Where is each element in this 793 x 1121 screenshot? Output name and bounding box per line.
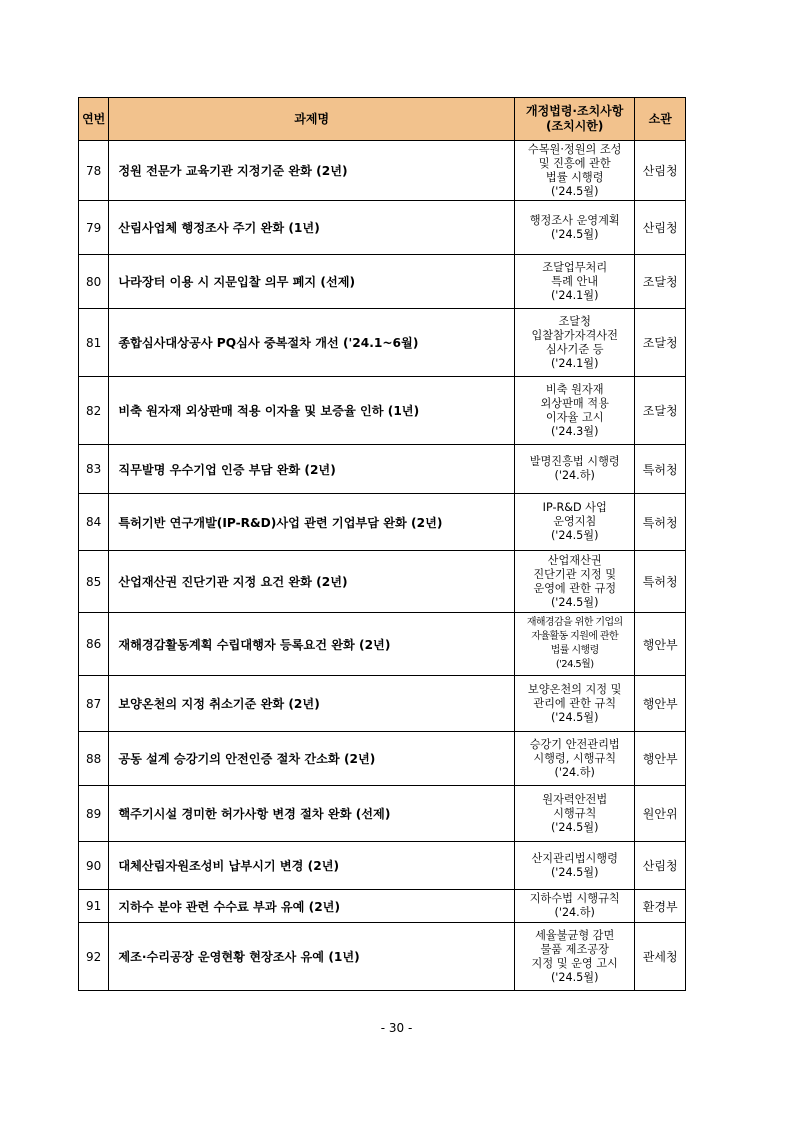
- header-law: [515, 98, 635, 141]
- row-law-line: 법률 시행령: [550, 645, 599, 656]
- row-law-line: 조달업무처리: [542, 260, 608, 274]
- row-title: 비축 원자재 외상판매 적용 이자율 및 보증율 인하 (1년): [109, 377, 515, 445]
- row-law: [515, 923, 635, 991]
- row-law-line: 조달청: [558, 314, 591, 328]
- row-number: 88: [79, 732, 109, 786]
- row-law-line: ('24.5월): [550, 227, 599, 241]
- header-law-line2: (조치시한): [546, 119, 604, 133]
- row-title: 대체산림자원조성비 납부시기 변경 (2년): [109, 842, 515, 890]
- row-law-line: 비축 원자재: [545, 382, 604, 396]
- row-law-line: 및 진흥에 관한: [538, 156, 611, 170]
- row-law-line: 운영지침: [553, 515, 597, 528]
- row-title: 공동 설계 승강기의 안전인증 절차 간소화 (2년): [109, 732, 515, 786]
- row-title: 특허기반 연구개발(IP-R&D)사업 관련 기업부담 완화 (2년): [109, 494, 515, 551]
- row-title: 핵주기시설 경미한 허가사항 변경 절차 완화 (선제): [109, 786, 515, 842]
- header-org: 소관: [635, 98, 686, 141]
- table-row: [79, 445, 686, 494]
- row-org: 조달청: [635, 255, 686, 309]
- row-law: [515, 890, 635, 923]
- row-title: 나라장터 이용 시 지문입찰 의무 폐지 (선제): [109, 255, 515, 309]
- row-law-line: ('24.하): [554, 469, 595, 482]
- row-law: [515, 732, 635, 786]
- table-row: [79, 377, 686, 445]
- header-num: 연번: [79, 98, 109, 141]
- row-number: 84: [79, 494, 109, 551]
- row-title: 정원 전문가 교육기관 지정기준 완화 (2년): [109, 141, 515, 201]
- row-title: 종합심사대상공사 PQ심사 중복절차 개선 ('24.1~6월): [109, 309, 515, 377]
- row-law-line: 운영에 관한 규정: [533, 581, 617, 595]
- row-law-line: ('24.5월): [550, 970, 599, 984]
- row-law-line: 세율불균형 감면: [535, 928, 615, 942]
- row-number: 80: [79, 255, 109, 309]
- row-number: 92: [79, 923, 109, 991]
- row-law-line: ('24.3월): [550, 424, 599, 438]
- row-law: [515, 255, 635, 309]
- row-law-line: 산지관리법시행령: [531, 851, 618, 865]
- table-body: [79, 141, 686, 991]
- row-law: [515, 786, 635, 842]
- table-row: [79, 676, 686, 732]
- row-number: 86: [79, 613, 109, 676]
- row-law: [515, 445, 635, 494]
- regulation-table: [78, 97, 686, 991]
- row-title: 산림사업체 행정조사 주기 완화 (1년): [109, 201, 515, 255]
- table-row: [79, 551, 686, 613]
- row-title: 재해경감활동계획 수립대행자 등록요건 완화 (2년): [109, 613, 515, 676]
- row-org: 조달청: [635, 377, 686, 445]
- row-law: [515, 141, 635, 201]
- row-law-line: 외상판매 적용: [540, 396, 609, 410]
- row-law-line: 시행규칙: [553, 806, 597, 820]
- row-title: 제조·수리공장 운영현황 현장조사 유예 (1년): [109, 923, 515, 991]
- header-law-line1: 개정법령·조치사항: [526, 104, 624, 118]
- row-law-line: 관리에 관한 규칙: [533, 696, 617, 710]
- row-law-line: 진단기관 지정 및: [533, 567, 617, 581]
- row-law-line: 산업재산권: [547, 553, 602, 567]
- row-number: 83: [79, 445, 109, 494]
- table-header-row: [79, 98, 686, 141]
- row-law-line: 이자율 고시: [545, 410, 604, 424]
- row-number: 81: [79, 309, 109, 377]
- row-law-line: 수목원·정원의 조성: [527, 142, 622, 156]
- row-law-line: 시행령, 시행규칙: [533, 751, 617, 765]
- row-title: 지하수 분야 관련 수수료 부과 유예 (2년): [109, 890, 515, 923]
- row-law-line: 물품 제조공장: [540, 942, 609, 956]
- table-row: [79, 141, 686, 201]
- table-row: [79, 494, 686, 551]
- row-number: 91: [79, 890, 109, 923]
- row-number: 79: [79, 201, 109, 255]
- row-law-line: ('24.1월): [550, 288, 599, 302]
- row-number: 87: [79, 676, 109, 732]
- row-law-line: ('24.5월): [555, 659, 594, 670]
- row-law-line: ('24.하): [554, 765, 595, 779]
- row-law-line: ('24.5월): [550, 184, 599, 198]
- row-law-line: IP-R&D 사업: [542, 501, 607, 514]
- row-org: 조달청: [635, 309, 686, 377]
- row-law-line: ('24.5월): [550, 820, 599, 834]
- row-law-line: 원자력안전법: [542, 792, 608, 806]
- row-law-line: 지하수법 시행규칙: [529, 892, 620, 905]
- row-law-line: 발명진흥법 시행령: [529, 455, 620, 468]
- row-org: 행안부: [635, 732, 686, 786]
- row-org: 특허청: [635, 494, 686, 551]
- row-law-line: 자율활동 지원에 관한: [531, 631, 619, 642]
- row-org: 산림청: [635, 842, 686, 890]
- table-row: [79, 842, 686, 890]
- row-law-line: 지정 및 운영 고시: [531, 956, 618, 970]
- row-law: [515, 377, 635, 445]
- table-row: [79, 309, 686, 377]
- row-number: 90: [79, 842, 109, 890]
- row-number: 82: [79, 377, 109, 445]
- row-org: 산림청: [635, 201, 686, 255]
- row-org: 관세청: [635, 923, 686, 991]
- row-title: 산업재산권 진단기관 지정 요건 완화 (2년): [109, 551, 515, 613]
- row-law: [515, 551, 635, 613]
- row-law: [515, 842, 635, 890]
- table-row: [79, 786, 686, 842]
- row-law-line: 입찰참가자격사전: [531, 328, 618, 342]
- row-number: 85: [79, 551, 109, 613]
- table-row: [79, 732, 686, 786]
- row-law: [515, 494, 635, 551]
- row-law-line: 심사기준 등: [545, 342, 604, 356]
- row-law-line: 특례 안내: [551, 274, 599, 288]
- row-number: 78: [79, 141, 109, 201]
- row-law-line: 승강기 안전관리법: [529, 737, 620, 751]
- row-law-line: ('24.5월): [550, 595, 599, 609]
- row-law: [515, 613, 635, 676]
- table-row: [79, 255, 686, 309]
- row-org: 산림청: [635, 141, 686, 201]
- row-law: [515, 201, 635, 255]
- row-law-line: ('24.1월): [550, 356, 599, 370]
- table-row: [79, 890, 686, 923]
- row-law-line: ('24.5월): [550, 710, 599, 724]
- row-law-line: 보양온천의 지정 및: [527, 682, 622, 696]
- row-title: 보양온천의 지정 취소기준 완화 (2년): [109, 676, 515, 732]
- table-row: [79, 613, 686, 676]
- row-law-line: ('24.5월): [550, 529, 599, 542]
- row-law: [515, 676, 635, 732]
- row-org: 환경부: [635, 890, 686, 923]
- row-law-line: ('24.하): [554, 906, 595, 919]
- row-number: 89: [79, 786, 109, 842]
- row-law-line: 법률 시행령: [545, 170, 604, 184]
- page-number: - 30 -: [380, 1021, 413, 1035]
- table-row: [79, 201, 686, 255]
- row-law: [515, 309, 635, 377]
- row-law-line: ('24.5월): [550, 865, 599, 879]
- row-org: 행안부: [635, 676, 686, 732]
- row-org: 행안부: [635, 613, 686, 676]
- row-title: 직무발명 우수기업 인증 부담 완화 (2년): [109, 445, 515, 494]
- row-law-line: 재해경감을 위한 기업의: [526, 617, 623, 628]
- row-org: 특허청: [635, 445, 686, 494]
- row-law-line: 행정조사 운영계획: [529, 213, 620, 227]
- row-org: 원안위: [635, 786, 686, 842]
- row-org: 특허청: [635, 551, 686, 613]
- table-row: [79, 923, 686, 991]
- header-title: 과제명: [109, 98, 515, 141]
